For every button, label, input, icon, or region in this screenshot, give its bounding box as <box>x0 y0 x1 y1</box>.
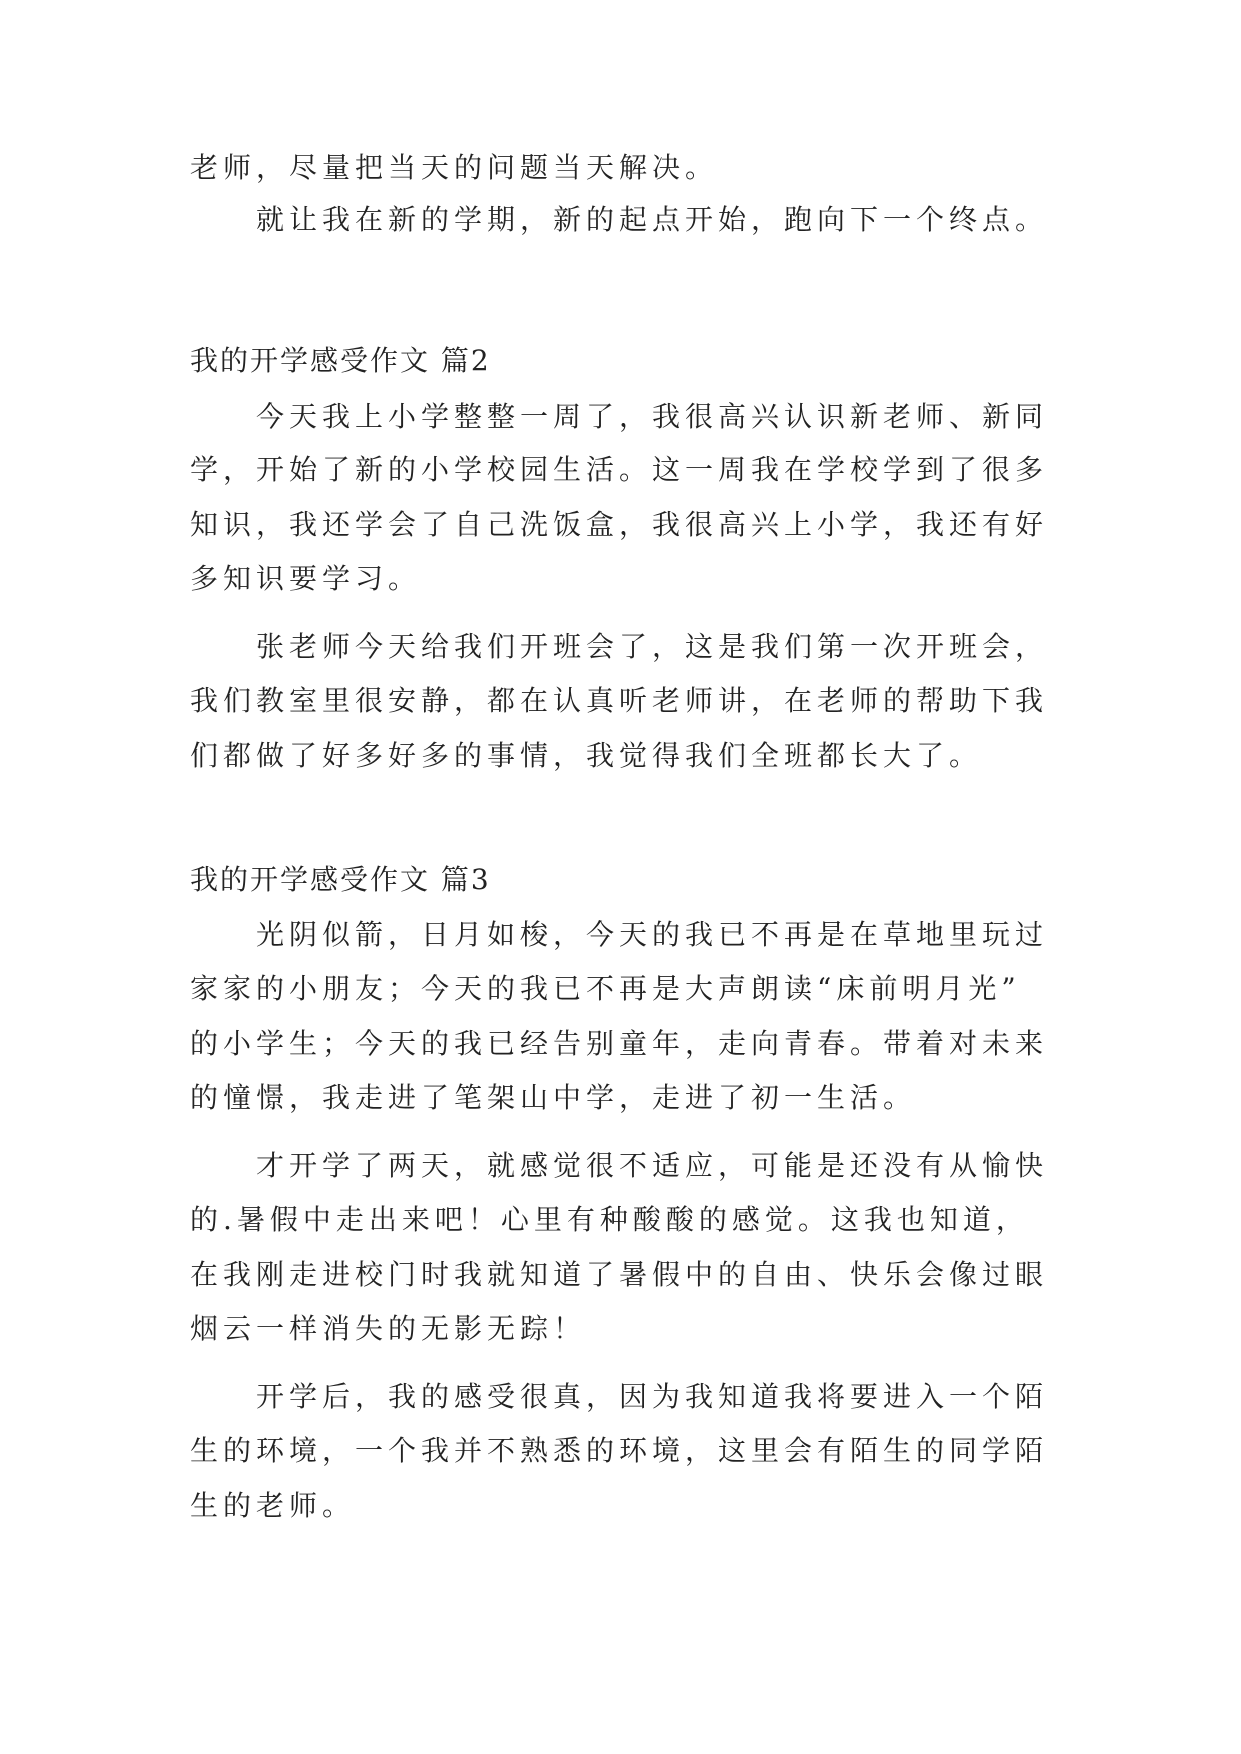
paragraph-line: 张老师今天给我们开班会了，这是我们第一次开班会， <box>256 630 1049 663</box>
section-heading: 我的开学感受作文 篇3 <box>190 863 491 896</box>
paragraph-line: 就让我在新的学期，新的起点开始，跑向下一个终点。 <box>256 203 1049 236</box>
paragraph-line: 烟云一样消失的无影无踪！ <box>190 1312 587 1345</box>
paragraph-line: 在我刚走进校门时我就知道了暑假中的自由、快乐会像过眼 <box>190 1258 1049 1291</box>
paragraph-line: 我们教室里很安静，都在认真听老师讲，在老师的帮助下我 <box>190 684 1049 717</box>
paragraph-line: 的.暑假中走出来吧！心里有种酸酸的感觉。这我也知道， <box>190 1203 1029 1236</box>
paragraph-line: 们都做了好多好多的事情，我觉得我们全班都长大了。 <box>190 739 983 772</box>
paragraph-line: 才开学了两天，就感觉很不适应，可能是还没有从愉快 <box>256 1149 1049 1182</box>
paragraph-line: 多知识要学习。 <box>190 562 422 595</box>
paragraph-line: 的小学生；今天的我已经告别童年，走向青春。带着对未来 <box>190 1027 1049 1060</box>
paragraph-line: 生的老师。 <box>190 1489 356 1522</box>
paragraph-line: 老师，尽量把当天的问题当天解决。 <box>190 151 719 184</box>
paragraph-line: 知识，我还学会了自己洗饭盒，我很高兴上小学，我还有好 <box>190 508 1049 541</box>
paragraph-line: 光阴似箭，日月如梭，今天的我已不再是在草地里玩过 <box>256 918 1049 951</box>
paragraph-line: 的憧憬，我走进了笔架山中学，走进了初一生活。 <box>190 1081 917 1114</box>
section-heading: 我的开学感受作文 篇2 <box>190 344 491 377</box>
paragraph-line: 生的环境，一个我并不熟悉的环境，这里会有陌生的同学陌 <box>190 1434 1049 1467</box>
paragraph-line: 家家的小朋友；今天的我已不再是大声朗读“床前明月光” <box>190 972 1021 1005</box>
paragraph-line: 今天我上小学整整一周了，我很高兴认识新老师、新同 <box>256 400 1049 433</box>
paragraph-line: 开学后，我的感受很真，因为我知道我将要进入一个陌 <box>256 1380 1049 1413</box>
paragraph-line: 学，开始了新的小学校园生活。这一周我在学校学到了很多 <box>190 453 1049 486</box>
